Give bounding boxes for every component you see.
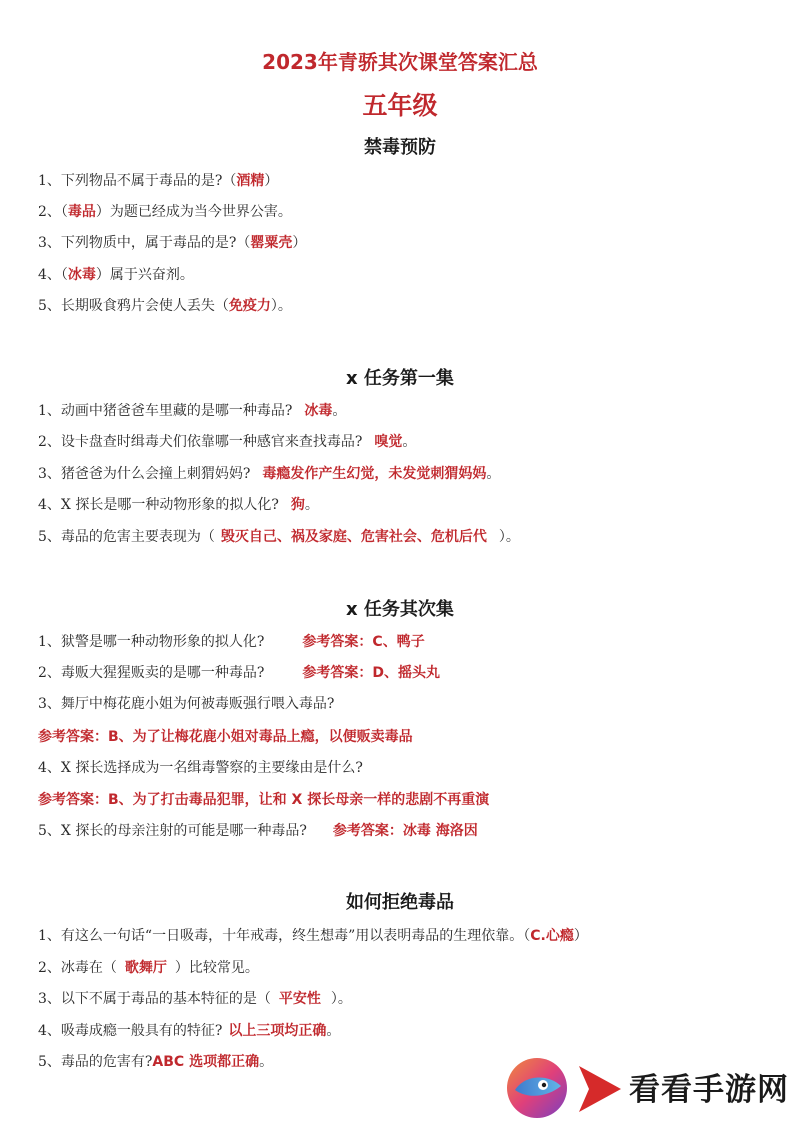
question-line: 3、猪爸爸为什么会撞上刺猬妈妈? 毒瘾发作产生幻觉，未发觉刺猬妈妈。 — [38, 466, 501, 482]
question-line: 1、狱警是哪一种动物形象的拟人化? 参考答案：C、鸭子 — [38, 634, 425, 650]
question-line: 4、吸毒成瘾一般具有的特征? 以上三项均正确。 — [38, 1023, 341, 1039]
question-line: 4、X 探长是哪一种动物形象的拟人化? 狗。 — [38, 497, 319, 513]
watermark-text: 看看手游网 — [629, 1072, 789, 1108]
watermark — [505, 1052, 795, 1124]
question-line: 4、（冰毒）属于兴奋剂。 — [38, 267, 194, 283]
answer-line: 参考答案：B、为了打击毒品犯罪，让和 X 探长母亲一样的悲剧不再重演 — [38, 792, 490, 808]
site-logo-icon — [505, 1056, 569, 1120]
question-line: 2、设卡盘查时缉毒犬们依靠哪一种感官来查找毒品? 嗅觉。 — [38, 434, 417, 450]
question-line: 1、动画中猪爸爸车里藏的是哪一种毒品? 冰毒。 — [38, 403, 347, 419]
question-line: 5、长期吸食鸦片会使人丢失（免疫力）。 — [38, 298, 292, 314]
play-arrow-icon — [575, 1060, 625, 1118]
question-line: 5、毒品的危害主要表现为（ 毁灭自己、祸及家庭、危害社会、危机后代 ）。 — [38, 529, 520, 545]
question-line: 4、X 探长选择成为一名缉毒警察的主要缘由是什么? — [38, 760, 363, 776]
section-title-prevention: 禁毒预防 — [364, 137, 436, 158]
grade-title: 五年级 — [362, 91, 438, 120]
section-title-refuse: 如何拒绝毒品 — [346, 892, 454, 913]
page-title: 2023年青骄其次课堂答案汇总 — [262, 50, 538, 74]
question-line: 2、冰毒在（ 歌舞厅 ）比较常见。 — [38, 960, 259, 976]
section-title-task-2: x 任务其次集 — [346, 599, 454, 620]
question-line: 5、毒品的危害有?ABC 选项都正确。 — [38, 1054, 274, 1070]
question-line: 2、（毒品）为题已经成为当今世界公害。 — [38, 204, 292, 220]
question-line: 3、以下不属于毒品的基本特征的是（ 平安性 ）。 — [38, 991, 352, 1007]
question-line: 5、X 探长的母亲注射的可能是哪一种毒品? 参考答案：冰毒 海洛因 — [38, 823, 478, 839]
question-line: 3、下列物质中，属于毒品的是?（罂粟壳） — [38, 235, 307, 251]
question-line: 1、有这么一句话“一日吸毒，十年戒毒，终生想毒”用以表明毒品的生理依靠。（C.心瘾） — [38, 928, 588, 944]
question-line: 3、舞厅中梅花鹿小姐为何被毒贩强行喂入毒品? — [38, 696, 335, 712]
question-line: 2、毒贩大猩猩贩卖的是哪一种毒品? 参考答案：D、摇头丸 — [38, 665, 441, 681]
answer-line: 参考答案：B、为了让梅花鹿小姐对毒品上瘾，以便贩卖毒品 — [38, 729, 413, 745]
section-title-task-1: x 任务第一集 — [346, 368, 454, 389]
question-line: 1、下列物品不属于毒品的是?（酒精） — [38, 173, 279, 189]
